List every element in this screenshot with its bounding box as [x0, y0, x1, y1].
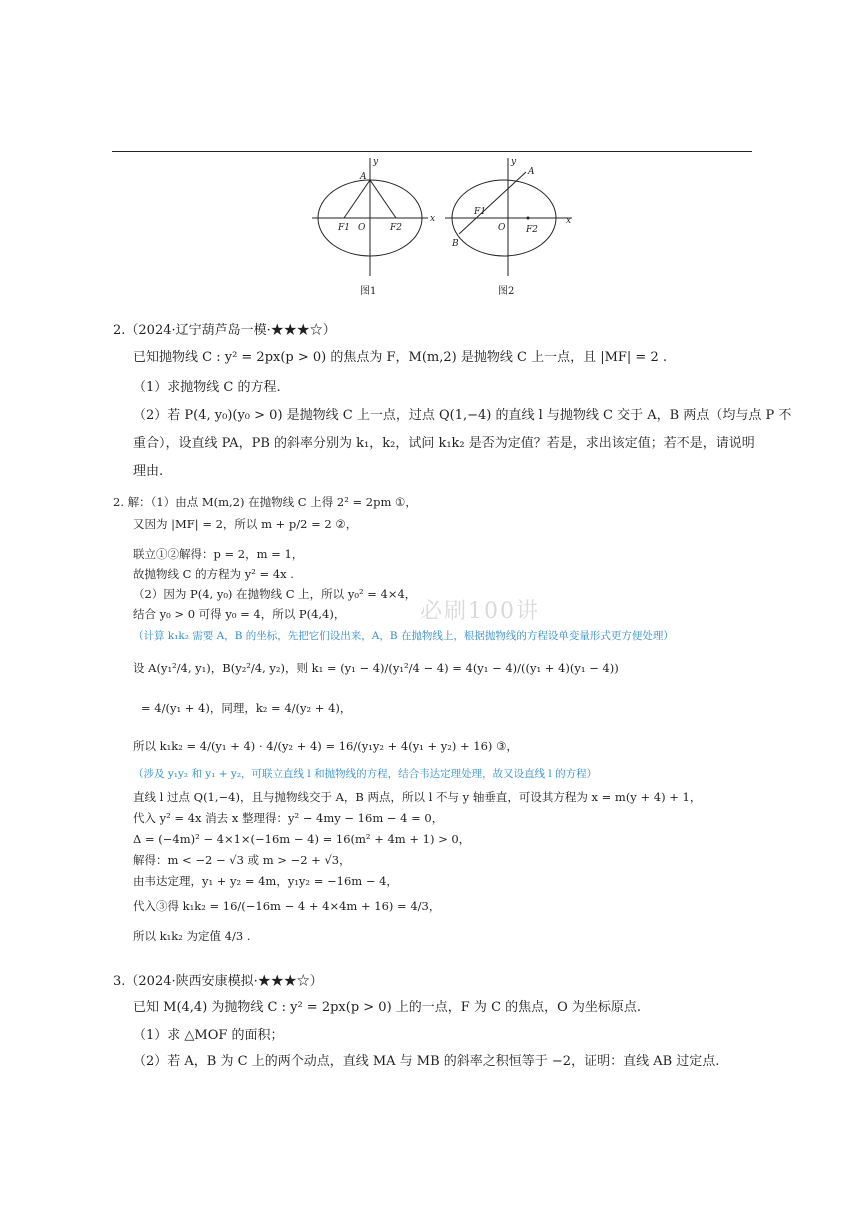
- sol2-line11: 代入 y² = 4x 消去 x 整理得：y² − 4my − 16m − 4 = 0，: [133, 811, 444, 825]
- sol2-line16: 所以 k₁k₂ 为定值 4/3 .: [133, 929, 251, 943]
- sol2-line7: 设 A(y₁²/4, y₁)，B(y₂²/4, y₂)，则 k₁ = (y₁ − 4)/(y₁²/4 − 4) = 4(y₁ − 4)/((y₁ + 4)(y₁ − 4)): [133, 661, 619, 675]
- q3-stem: 已知 M(4,4) 为抛物线 C : y² = 2px(p > 0) 上的一点，F 为 C 的焦点，O 为坐标原点.: [133, 1000, 642, 1015]
- sol2-line10: 直线 l 过点 Q(1,−4)，且与抛物线交于 A，B 两点，所以 l 不与 y 轴垂直，可设其方程为 x = m(y + 4) + 1，: [133, 790, 702, 804]
- q3-header: 3.（2024·陕西安康模拟·★★★☆）: [113, 974, 323, 989]
- fig2-O-label: O: [498, 223, 506, 233]
- figure-1: [312, 158, 428, 276]
- fig1-A-label: A: [360, 172, 367, 182]
- sol2-line6: 结合 y₀ > 0 可得 y₀ = 4，所以 P(4,4)，: [133, 607, 346, 621]
- fig2-F1-label: F1: [474, 207, 486, 217]
- q2-part2-line1: （2）若 P(4, y₀)(y₀ > 0) 是抛物线 C 上一点，过点 Q(1,−4) 的直线 l 与抛物线 C 交于 A，B 两点（均与点 P 不: [133, 408, 792, 423]
- sol2-note1: （计算 k₁k₂ 需要 A，B 的坐标，先把它们设出来，A，B 在抛物线上，根据抛物线的方程设单变量形式更方便处理）: [133, 630, 674, 642]
- sol2-line1: 2. 解：（1）由点 M(m,2) 在抛物线 C 上得 2² = 2pm ①，: [113, 495, 417, 509]
- fig2-caption: 图2: [498, 286, 515, 297]
- fig1-F1-label: F1: [338, 223, 350, 233]
- fig1-y-label: y: [373, 157, 379, 167]
- figure-2: [445, 158, 572, 276]
- top-rule: [112, 151, 752, 152]
- sol2-line4: 故抛物线 C 的方程为 y² = 4x .: [133, 567, 294, 581]
- fig2-B-label: B: [452, 239, 459, 249]
- sol2-line2: 又因为 |MF| = 2，所以 m + p/2 = 2 ②，: [133, 517, 358, 531]
- ellipse-figures: [300, 154, 590, 304]
- fig2-A-label: A: [528, 167, 535, 177]
- fig2-y-label: y: [511, 157, 517, 167]
- q3-part2: （2）若 A，B 为 C 上的两个动点，直线 MA 与 MB 的斜率之积恒等于 −2，证明：直线 AB 过定点.: [133, 1054, 720, 1069]
- q2-part2-line2: 重合），设直线 PA，PB 的斜率分别为 k₁，k₂，试问 k₁k₂ 是否为定值？若是，求出该定值；若不是，请说明: [133, 436, 755, 451]
- fig1-F2-label: F2: [390, 223, 402, 233]
- q2-header: 2.（2024·辽宁葫芦岛一模·★★★☆）: [113, 323, 336, 338]
- fig2-F2-point: [527, 217, 530, 220]
- sol2-line12: Δ = (−4m)² − 4×1×(−16m − 4) = 16(m² + 4m + 1) > 0，: [133, 832, 471, 846]
- fig1-caption: 图1: [360, 286, 377, 297]
- fig2-x-label: x: [566, 216, 572, 226]
- fig2-F2-label: F2: [526, 225, 538, 235]
- sol2-line3: 联立①②解得：p = 2，m = 1，: [133, 547, 304, 561]
- sol2-line9: 所以 k₁k₂ = 4/(y₁ + 4) · 4/(y₂ + 4) = 16/(y₁y₂ + 4(y₁ + y₂) + 16) ③，: [133, 739, 518, 753]
- sol2-line13: 解得：m < −2 − √3 或 m > −2 + √3，: [133, 853, 351, 867]
- q2-part2-line3: 理由.: [133, 464, 164, 479]
- q3-part1: （1）求 △MOF 的面积；: [133, 1028, 284, 1043]
- sol2-line5: （2）因为 P(4, y₀) 在抛物线 C 上，所以 y₀² = 4×4，: [133, 587, 417, 601]
- fig1-x-label: x: [430, 214, 436, 224]
- fig1-O-label: O: [358, 223, 366, 233]
- q2-stem: 已知抛物线 C : y² = 2px(p > 0) 的焦点为 F，M(m,2) 是抛物线 C 上一点，且 |MF| = 2 .: [133, 350, 667, 365]
- sol2-line15: 代入③得 k₁k₂ = 16/(−16m − 4 + 4×4m + 16) = 4/3，: [133, 899, 441, 913]
- sol2-line14: 由韦达定理，y₁ + y₂ = 4m，y₁y₂ = −16m − 4，: [133, 874, 398, 888]
- q2-part1: （1）求抛物线 C 的方程.: [133, 380, 281, 395]
- sol2-line8: = 4/(y₁ + 4)，同理，k₂ = 4/(y₂ + 4)，: [141, 701, 352, 715]
- watermark: 必刷100讲: [420, 599, 540, 624]
- sol2-note2: （涉及 y₁y₂ 和 y₁ + y₂，可联立直线 l 和抛物线的方程，结合韦达定理处理，故又设直线 l 的方程）: [133, 768, 598, 780]
